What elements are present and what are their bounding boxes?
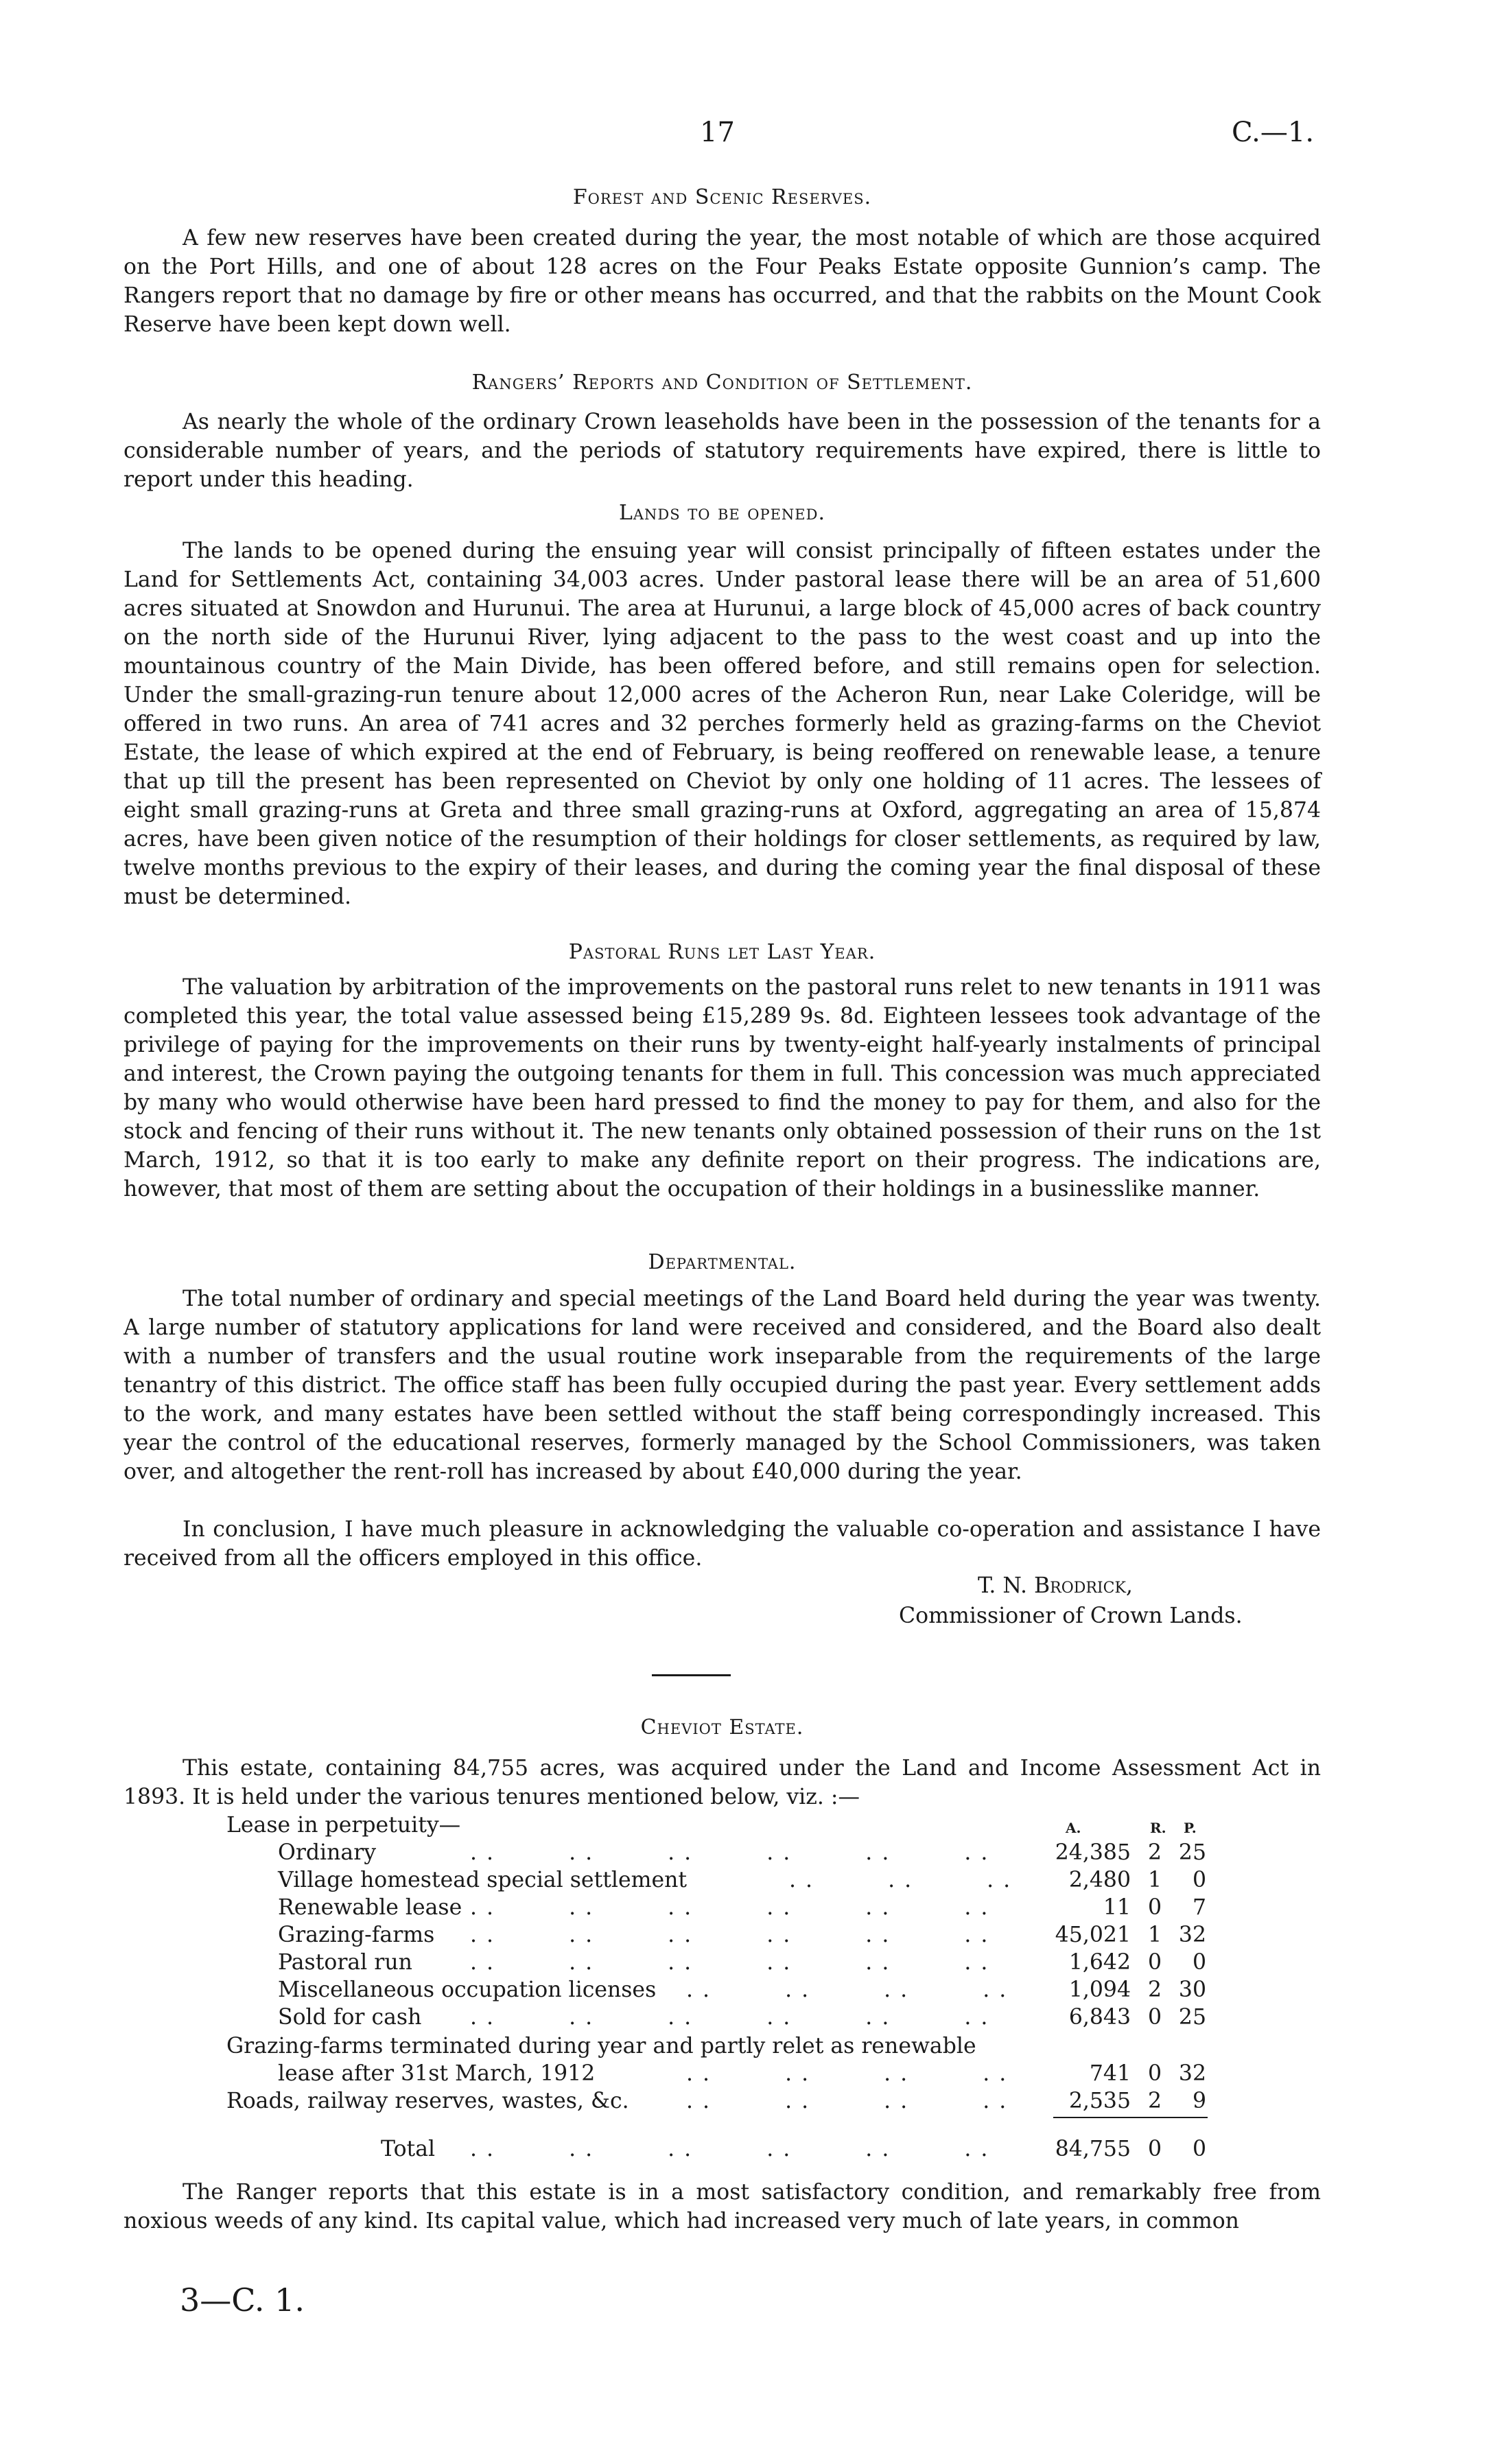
total-roods: 0 xyxy=(1147,2137,1162,2161)
section-title-departmental: Departmental. xyxy=(648,1250,797,1274)
document-code: C.—1. xyxy=(1232,117,1315,148)
table-group-label xyxy=(0,1811,1491,1839)
leader-dots: .. .. .. .. .. .. xyxy=(470,2137,998,2161)
row-acres: 6,843 xyxy=(1068,2005,1131,2030)
row-perches: 25 xyxy=(1178,1840,1206,1865)
paragraph-departmental-2: In conclusion, I have much pleasure in acknowledging the valuable co-operation and assistance I have received from all the officers employed in this office. xyxy=(124,1517,1321,1571)
column-head-roods: R. xyxy=(1150,1820,1166,1836)
row-perches: 32 xyxy=(1178,1923,1206,1947)
row-acres: 2,535 xyxy=(1068,2089,1131,2113)
table-row xyxy=(0,1921,1491,1949)
leader-dots: .. .. .. .. .. .. xyxy=(470,1895,998,1920)
leader-dots: .. .. .. .. xyxy=(686,1978,1016,2002)
row-label: Grazing-farms terminated during year and partly relet as renewable xyxy=(226,2034,976,2058)
row-label: lease after 31st March, 1912 xyxy=(278,2061,596,2086)
paragraph-lands: The lands to be opened during the ensuing year will consist principally of fifteen estates under the Land for Settlements Act, containing 34,003 acres. Under pastoral lease there will be an area of 51,600 acres situated at Snowdon and Hurunui. The area at Hurunui, a large block of 45,000 acres of back country on the north side of the Hurunui River, lying adjacent to the pass to the west coast and up into the mountainous country of the Main Divide, has been offered before, and still remains open for selection. Under the small-grazing-run tenure about 12,000 acres of the Acheron Run, near Lake Coleridge, will be offered in two runs. An area of 741 acres and 32 perches formerly held as grazing-farms on the Cheviot Estate, the lease of which expired at the end of February, is being reoffered on renewable lease, a tenure that up till the present has been represented on Cheviot by only one holding of 11 acres. The lessees of eight small grazing-runs at Greta and three small grazing-runs at Oxford, aggregating an area of 15,874 acres, have been given notice of the resumption of their holdings for closer settlements, as required by law, twelve months previous to the expiry of their leases, and during the coming year the final disposal of these must be determined. xyxy=(124,539,1321,909)
row-acres: 1,094 xyxy=(1068,1978,1131,2002)
section-title-cheviot: Cheviot Estate. xyxy=(640,1715,804,1739)
table-row-terminated xyxy=(0,2032,1491,2060)
section-title-pastoral: Pastoral Runs let Last Year. xyxy=(568,940,876,964)
row-label: Renewable lease xyxy=(278,1895,462,1920)
row-label: Village homestead special settlement xyxy=(278,1868,688,1892)
row-roods: 1 xyxy=(1147,1868,1162,1892)
total-perches: 0 xyxy=(1192,2137,1206,2161)
row-acres: 2,480 xyxy=(1068,1868,1131,1892)
row-perches: 0 xyxy=(1192,1868,1206,1892)
row-roods: 2 xyxy=(1147,1978,1162,2002)
total-label: Total xyxy=(381,2137,436,2161)
total-rule xyxy=(1053,2117,1208,2118)
paragraph-rangers: As nearly the whole of the ordinary Crown leaseholds have been in the possession of the tenants for a considerable number of years, and the periods of statutory requirements have expired, there is little to report under this heading. xyxy=(124,410,1321,492)
row-label: Ordinary xyxy=(278,1840,377,1865)
row-acres: 24,385 xyxy=(1055,1840,1131,1865)
row-label: Sold for cash xyxy=(278,2005,422,2030)
signature-title: Commissioner of Crown Lands. xyxy=(899,1604,1243,1628)
signature-name: T. N. Brodrick, xyxy=(978,1573,1133,1598)
sheet-code: 3—C. 1. xyxy=(180,2281,305,2319)
group-lease-in-perpetuity: Lease in perpetuity— xyxy=(226,1813,461,1838)
leader-dots: .. .. .. .. .. .. xyxy=(470,1923,998,1947)
row-label: Pastoral run xyxy=(278,1950,412,1975)
row-acres: 1,642 xyxy=(1068,1950,1131,1975)
column-head-perches: P. xyxy=(1184,1820,1197,1836)
row-perches: 9 xyxy=(1192,2089,1206,2113)
column-head-acres: A. xyxy=(1066,1820,1081,1836)
paragraph-forest: A few new reserves have been created during the year, the most notable of which are those acquired on the Port Hills, and one of about 128 acres on the Four Peaks Estate opposite Gunnion’s camp. The Rangers report that no damage by fire or other means has occurred, and that the rabbits on the Mount Cook Reserve have been kept down well. xyxy=(124,226,1321,337)
row-label: Roads, railway reserves, wastes, &c. xyxy=(226,2089,629,2113)
row-acres: 11 xyxy=(1103,1895,1131,1920)
row-perches: 0 xyxy=(1192,1950,1206,1975)
row-label: Grazing-farms xyxy=(278,1923,435,1947)
section-divider xyxy=(652,1674,731,1676)
section-title-rangers: Rangers’ Reports and Condition of Settlement. xyxy=(471,371,973,395)
table-row xyxy=(0,1949,1491,1976)
row-roods: 2 xyxy=(1147,2089,1162,2113)
leader-dots: .. .. .. .. xyxy=(686,2089,1016,2113)
row-roods: 0 xyxy=(1147,2005,1162,2030)
table-row xyxy=(0,1976,1491,2004)
row-roods: 2 xyxy=(1147,1840,1162,1865)
leader-dots: .. .. .. .. .. .. xyxy=(470,1840,998,1865)
leader-dots: .. .. .. .. xyxy=(686,2061,1016,2086)
total-acres: 84,755 xyxy=(1055,2137,1131,2161)
leader-dots: .. .. .. .. .. .. xyxy=(470,1950,998,1975)
page-number: 17 xyxy=(700,117,735,148)
row-acres: 45,021 xyxy=(1055,1923,1131,1947)
table-row-roads xyxy=(0,2087,1491,2115)
row-roods: 1 xyxy=(1147,1923,1162,1947)
table-row-total xyxy=(0,2135,1491,2163)
row-roods: 0 xyxy=(1147,1895,1162,1920)
row-label: Miscellaneous occupation licenses xyxy=(278,1978,657,2002)
table-row xyxy=(0,1866,1491,1894)
table-row xyxy=(0,1894,1491,1921)
row-perches: 25 xyxy=(1178,2005,1206,2030)
row-perches: 30 xyxy=(1178,1978,1206,2002)
row-perches: 32 xyxy=(1178,2061,1206,2086)
table-row xyxy=(0,2004,1491,2031)
leader-dots: .. .. .. xyxy=(789,1868,1020,1892)
paragraph-departmental-1: The total number of ordinary and special meetings of the Land Board held during the year was twenty. A large number of statutory applications for land were received and considered, and the Board also dealt with a number of transfers and the usual routine work inseparable from the requirements of the large tenantry of this district. The office staff has been fully occupied during the past year. Every settlement adds to the work, and many estates have been settled without the staff being correspondingly increased. This year the control of the educational reserves, formerly managed by the School Commissioners, was taken over, and altogether the rent-roll has increased by about £40,000 during the year. xyxy=(124,1287,1321,1484)
paragraph-pastoral: The valuation by arbitration of the improvements on the pastoral runs relet to new tenants in 1911 was completed this year, the total value assessed being £15,289 9s. 8d. Eighteen lessees took advantage of the privilege of paying for the improvements on their runs by twenty-eight half-yearly instalments of principal and interest, the Crown paying the outgoing tenants for them in full. This concession was much appreciated by many who would otherwise have been hard pressed to find the money to pay for them, and also for the stock and fencing of their runs without it. The new tenants only obtained possession of their runs on the 1st March, 1912, so that it is too early to make any definite report on their progress. The indications are, however, that most of them are setting about the occupation of their holdings in a businesslike manner. xyxy=(124,975,1321,1201)
row-acres: 741 xyxy=(1089,2061,1131,2086)
row-perches: 7 xyxy=(1192,1895,1206,1920)
paragraph-cheviot-intro: This estate, containing 84,755 acres, was acquired under the Land and Income Assessment Act in 1893. It is held under the various tenures mentioned below, viz. :— xyxy=(124,1756,1321,1809)
table-row-terminated xyxy=(0,2060,1491,2087)
row-roods: 0 xyxy=(1147,1950,1162,1975)
section-title-forest: Forest and Scenic Reserves. xyxy=(572,185,872,209)
row-roods: 0 xyxy=(1147,2061,1162,2086)
table-row xyxy=(0,1839,1491,1866)
section-title-lands: Lands to be opened. xyxy=(618,501,826,525)
leader-dots: .. .. .. .. .. .. xyxy=(470,2005,998,2030)
paragraph-cheviot-closing: The Ranger reports that this estate is in a most satisfactory condition, and remarkably free from noxious weeds of any kind. Its capital value, which had increased very much of late years, in common xyxy=(124,2180,1321,2233)
